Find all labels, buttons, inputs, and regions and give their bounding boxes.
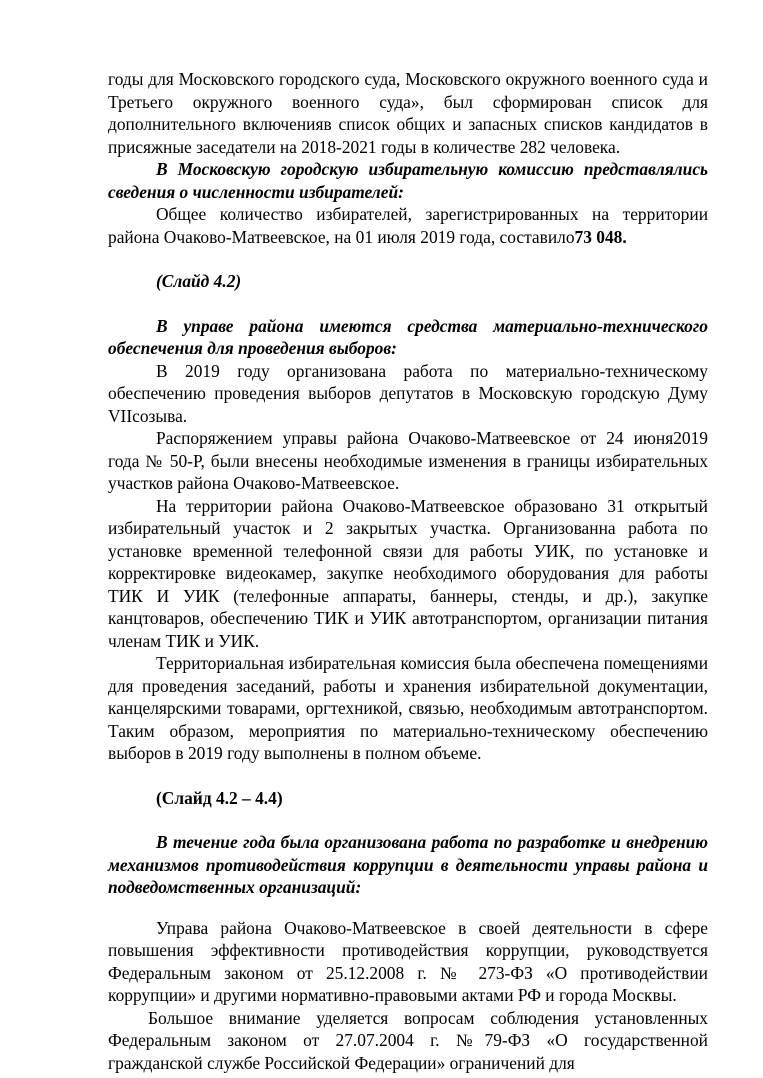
slide-reference-1: (Слайд 4.2) xyxy=(156,271,242,291)
heading-election-commission: В Московскую городскую избирательную комиссию представлялись сведения о численности избирателей: xyxy=(108,159,708,202)
paragraph-federal-law: Управа района Очаково-Матвеевское в своей деятельности в сфере повышения эффективности противодействия коррупции, руководствуется Федеральным законом от 25.12.2008 г. № 273-ФЗ «О противодействии коррупции» и другими нормативно-правовыми актами РФ и города Москвы. xyxy=(108,917,708,1005)
paragraph-voters-count xyxy=(108,203,708,248)
paragraph-continuation: годы для Московского городского суда, Московского окружного военного суда и Третьего окружного военного суда», был сформирован список для дополнительного включенияв список общих и запасных списков кандидатов в присяжные заседатели на 2018-2021 годы в количестве 282 человека. xyxy=(108,69,708,157)
voters-count-text: Общее количество избирателей, зарегистрированных на территории района Очаково-Матвеевское, на 01 июля 2019 года, составило xyxy=(108,204,708,247)
paragraph-polling-stations: На территории района Очаково-Матвеевское образовано 31 открытый избирательный участок и 2 закрытых участка. Организованна работа по установке временной телефонной связи для работы УИК, по установке и корректировке видеокамер, закупке необходимого оборудования для работы ТИК И УИК (телефонные аппараты, баннеры, стенды, и др.), закупке канцтоваров, обеспечению ТИК и УИК автотранспортом, организации питания членам ТИК и УИК. xyxy=(108,495,708,651)
heading-anti-corruption: В течение года была организована работа по разработке и внедрению механизмов противодействия коррупции в деятельности управы района и подведомственных организаций: xyxy=(108,832,708,897)
paragraph-commission-support: Территориальная избирательная комиссия была обеспечена помещениями для проведения заседаний, работы и хранения избирательной документации, канцелярскими товарами, оргтехникой, связью, необходимым автотранспортом. Таким образом, мероприятия по материально-техническому обеспечению выборов в 2019 году выполнены в полном объеме. xyxy=(108,653,708,763)
document-body xyxy=(108,68,708,1074)
paragraph-order-boundaries: Распоряжением управы района Очаково-Матвеевское от 24 июня2019 года № 50-Р, были внесены необходимые изменения в границы избирательных участков района Очаково-Матвеевское. xyxy=(108,428,708,493)
slide-reference-2: (Слайд 4.2 – 4.4) xyxy=(156,787,283,808)
heading-material-support: В управе района имеются средства материально-технического обеспечения для проведения выборов: xyxy=(108,315,708,358)
voters-count-number: 73 048. xyxy=(574,226,627,247)
paragraph-civil-service: Большое внимание уделяется вопросам соблюдения установленных Федеральным законом от 27.07.2004 г. №79-ФЗ «О государственной гражданской службе Российской Федерации» ограничений для xyxy=(108,1007,708,1073)
paragraph-2019-elections: В 2019 году организована работа по материально-техническому обеспечению проведения выборов депутатов в Московскую городскую Думу VIIсозыва. xyxy=(108,360,708,426)
